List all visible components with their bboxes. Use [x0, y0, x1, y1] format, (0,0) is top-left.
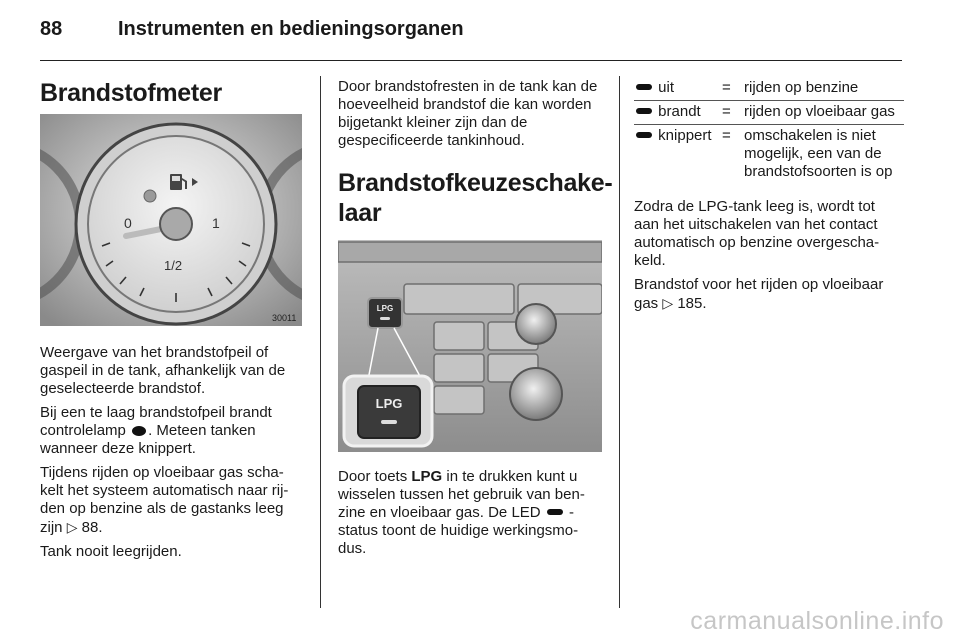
- column-2: [338, 76, 613, 558]
- paragraph-warning-text: Bij een te laag brandstofpeil brandt controlelamp: [40, 404, 272, 439]
- paragraph-lpg-text-b: in te drukken kunt u wisselen tussen het gebruik van ben-zine en vloeibaar gas. De LED: [338, 468, 585, 521]
- paragraph-lpg-button: [338, 468, 604, 558]
- gauge-hub: [160, 208, 192, 240]
- paragraph-warning-text-end: . Meteen tanken wanneer deze knippert.: [40, 422, 256, 457]
- paragraph-never-empty: Tank nooit leegrijden.: [40, 543, 182, 560]
- led-state: knippert: [658, 127, 712, 144]
- table-row: [634, 125, 904, 185]
- column-divider-2: [619, 76, 620, 608]
- lpg-button-large-label: LPG: [375, 396, 403, 411]
- gauge-label-half: 1/2: [164, 258, 183, 273]
- watermark: carmanualsonline.info: [690, 607, 944, 635]
- control-knob-lower: [510, 368, 562, 420]
- section-heading-fuel-selector: Brandstofkeuzeschake-laar: [338, 169, 613, 227]
- page-reference[interactable]: 185.: [677, 295, 707, 312]
- fuel-warning-lamp-icon: [132, 426, 146, 436]
- led-icon: [547, 509, 563, 515]
- column-divider-1: [320, 76, 321, 608]
- equals-sign: =: [722, 103, 731, 120]
- paragraph-lpg-text-a: Door toets: [338, 468, 408, 485]
- fuel-gauge-figure: [40, 114, 302, 326]
- led-state-cell: [634, 77, 722, 101]
- lpg-button-figure: [338, 240, 602, 452]
- paragraph-warning: [40, 404, 306, 458]
- gauge-label-full: 1: [212, 215, 220, 231]
- led-icon: [636, 108, 652, 114]
- led-state: brandt: [658, 103, 701, 120]
- page-number: 88: [40, 18, 63, 40]
- lpg-key-name: LPG: [411, 468, 443, 485]
- column-3: [634, 76, 904, 313]
- lpg-led-small-icon: [380, 317, 390, 320]
- led-meaning: rijden op benzine: [744, 79, 859, 96]
- lpg-led-large-icon: [381, 420, 397, 424]
- equals-sign: =: [722, 79, 731, 96]
- paragraph-lpg-fuel: [634, 276, 904, 313]
- lpg-button-large: [344, 376, 432, 446]
- page-reference-icon: ▷: [662, 295, 674, 311]
- paragraph-auto-switch-text: Tijdens rijden op vloeibaar gas scha-kelt het systeem automatisch naar rij-den op benzine als de gastanks leeg zijn: [40, 464, 289, 536]
- led-meaning: rijden op vloeibaar gas: [744, 103, 895, 120]
- led-icon: [636, 132, 652, 138]
- paragraph-auto-switch: [40, 464, 306, 537]
- lpg-button-small: [368, 298, 402, 328]
- paragraph-display: Weergave van het brandstofpeil of gaspeil in de tank, afhankelijk van de geselecteerde brandstof.: [40, 344, 286, 397]
- header-rule: [40, 60, 902, 61]
- page-reference[interactable]: 88.: [81, 519, 103, 536]
- equals-sign: =: [722, 127, 731, 144]
- led-state-cell: [634, 101, 722, 125]
- gauge-label-empty: 0: [124, 215, 132, 231]
- section-heading-fuel-gauge: Brandstofmeter: [40, 79, 222, 107]
- paragraph-lpg-text-c: -status toont de huidige werkingsmo-dus.: [338, 504, 579, 557]
- running-title: Instrumenten en bedieningsorganen: [118, 18, 464, 40]
- page-reference-icon: ▷: [66, 519, 78, 535]
- table-row: [634, 77, 904, 101]
- figure-number: 30011: [272, 313, 297, 323]
- column-1: [40, 76, 306, 561]
- led-state-cell: [634, 125, 722, 185]
- led-meaning: omschakelen is niet mogelijk, een van de brandstofsoorten is op: [744, 127, 893, 180]
- paragraph-fuel-residue: Door brandstofresten in de tank kan de hoeveelheid brandstof die kan worden bijgetankt kleiner zijn dan de gespecificeerde tankinhoud.: [338, 78, 598, 149]
- led-status-table: [634, 77, 904, 184]
- led-icon: [636, 84, 652, 90]
- control-knob-upper: [516, 304, 556, 344]
- led-state: uit: [658, 79, 675, 96]
- lpg-button-small-label: LPG: [376, 304, 394, 313]
- table-row: [634, 101, 904, 125]
- paragraph-lpg-empty: Zodra de LPG-tank leeg is, wordt tot aan het uitschakelen van het contact automatisch op benzine overgescha-keld.: [634, 198, 880, 269]
- gauge-warning-lamp: [144, 190, 156, 202]
- page-header: [40, 14, 900, 58]
- paragraph-lpg-fuel-text: Brandstof voor het rijden op vloeibaar gas: [634, 276, 884, 312]
